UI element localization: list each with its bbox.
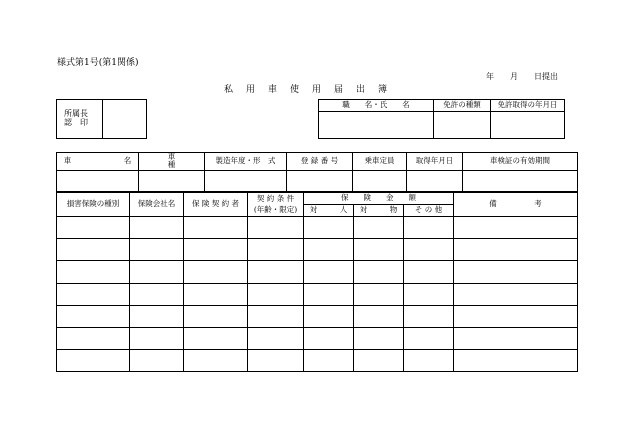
contract-conditions-field[interactable] <box>248 349 304 371</box>
damage-type-field[interactable] <box>57 349 130 371</box>
document-title: 私用車使用届出簿 <box>224 85 401 95</box>
approval-box <box>56 99 147 139</box>
contractor-field[interactable] <box>184 349 248 371</box>
table-row <box>57 239 578 261</box>
contractor-field[interactable] <box>184 327 248 349</box>
header-damage-type: 損害保険の種別 <box>57 193 130 217</box>
header-capacity: 乗車定員 <box>353 153 407 171</box>
contractor-field[interactable] <box>184 283 248 305</box>
header-insurance-company: 保険会社名 <box>130 193 184 217</box>
table-row <box>57 217 578 239</box>
insurance-company-field[interactable] <box>130 217 184 239</box>
contractor-field[interactable] <box>184 261 248 283</box>
table-row <box>57 283 578 305</box>
vehicle-type-field[interactable] <box>139 170 205 192</box>
insurance-company-field[interactable] <box>130 283 184 305</box>
insurance-rows <box>57 217 578 372</box>
insurance-company-field[interactable] <box>130 327 184 349</box>
contract-conditions-field[interactable] <box>248 327 304 349</box>
amount-person-field[interactable] <box>304 305 354 327</box>
amount-person-field[interactable] <box>304 239 354 261</box>
header-registration-number: 登 録 番 号 <box>287 153 353 171</box>
vehicle-table <box>56 152 578 192</box>
amount-other-field[interactable] <box>404 261 454 283</box>
table-row <box>57 305 578 327</box>
contractor-field[interactable] <box>184 217 248 239</box>
amount-property-field[interactable] <box>354 305 404 327</box>
table-row <box>57 327 578 349</box>
table-row <box>57 261 578 283</box>
header-contract-conditions: 契 約 条 件 <box>248 193 304 205</box>
license-date-field[interactable] <box>491 112 565 139</box>
header-license-type: 免許の種類 <box>434 100 491 112</box>
capacity-field[interactable] <box>353 170 407 192</box>
approval-label: 所属長 認 印 <box>57 100 103 139</box>
contractor-field[interactable] <box>184 239 248 261</box>
registration-number-field[interactable] <box>287 170 353 192</box>
amount-property-field[interactable] <box>354 239 404 261</box>
damage-type-field[interactable] <box>57 283 130 305</box>
amount-property-field[interactable] <box>354 217 404 239</box>
damage-type-field[interactable] <box>57 217 130 239</box>
remarks-field[interactable] <box>454 239 578 261</box>
header-title-name: 職 名・氏 名 <box>319 100 434 112</box>
license-table <box>318 99 565 139</box>
remarks-field[interactable] <box>454 283 578 305</box>
insurance-company-field[interactable] <box>130 239 184 261</box>
amount-person-field[interactable] <box>304 261 354 283</box>
table-row <box>57 349 578 371</box>
model-year-field[interactable] <box>205 170 287 192</box>
remarks-field[interactable] <box>454 349 578 371</box>
header-acquisition-date: 取得年月日 <box>407 153 463 171</box>
amount-other-field[interactable] <box>404 327 454 349</box>
header-contract-conditions-sub: (年齢・限定) <box>248 205 304 217</box>
acquisition-date-field[interactable] <box>407 170 463 192</box>
damage-type-field[interactable] <box>57 261 130 283</box>
amount-property-field[interactable] <box>354 349 404 371</box>
amount-person-field[interactable] <box>304 349 354 371</box>
header-amount-other: そ の 他 <box>404 205 454 217</box>
header-vehicle-name: 車 名 <box>57 153 139 171</box>
header-inspection-period: 車検証の有効期間 <box>463 153 578 171</box>
vehicle-name-field[interactable] <box>57 170 139 192</box>
header-insurance-amount: 保 険 金 額 <box>304 193 454 205</box>
remarks-field[interactable] <box>454 305 578 327</box>
title-name-field[interactable] <box>319 112 434 139</box>
amount-person-field[interactable] <box>304 217 354 239</box>
license-type-field[interactable] <box>434 112 491 139</box>
damage-type-field[interactable] <box>57 239 130 261</box>
contract-conditions-field[interactable] <box>248 217 304 239</box>
insurance-table <box>56 192 578 372</box>
submission-date-line: 年 月 日提出 <box>486 72 558 81</box>
header-remarks: 備 考 <box>454 193 578 217</box>
amount-other-field[interactable] <box>404 217 454 239</box>
amount-other-field[interactable] <box>404 239 454 261</box>
amount-property-field[interactable] <box>354 261 404 283</box>
contractor-field[interactable] <box>184 305 248 327</box>
remarks-field[interactable] <box>454 261 578 283</box>
amount-person-field[interactable] <box>304 327 354 349</box>
remarks-field[interactable] <box>454 327 578 349</box>
amount-person-field[interactable] <box>304 283 354 305</box>
header-amount-property: 対 物 <box>354 205 404 217</box>
remarks-field[interactable] <box>454 217 578 239</box>
amount-property-field[interactable] <box>354 283 404 305</box>
header-model-year: 製造年度・形 式 <box>205 153 287 171</box>
contract-conditions-field[interactable] <box>248 305 304 327</box>
insurance-company-field[interactable] <box>130 305 184 327</box>
amount-other-field[interactable] <box>404 305 454 327</box>
amount-other-field[interactable] <box>404 349 454 371</box>
amount-other-field[interactable] <box>404 283 454 305</box>
form-number: 様式第1号(第1関係) <box>57 58 139 68</box>
contract-conditions-field[interactable] <box>248 261 304 283</box>
damage-type-field[interactable] <box>57 327 130 349</box>
header-vehicle-type: 車 種 <box>139 153 205 171</box>
damage-type-field[interactable] <box>57 305 130 327</box>
insurance-company-field[interactable] <box>130 349 184 371</box>
amount-property-field[interactable] <box>354 327 404 349</box>
header-license-date: 免許取得の年月日 <box>491 100 565 112</box>
header-amount-person: 対 人 <box>304 205 354 217</box>
insurance-company-field[interactable] <box>130 261 184 283</box>
approval-stamp-field[interactable] <box>103 100 147 139</box>
contract-conditions-field[interactable] <box>248 239 304 261</box>
contract-conditions-field[interactable] <box>248 283 304 305</box>
inspection-period-field[interactable] <box>463 170 578 192</box>
header-contractor: 保 険 契 約 者 <box>184 193 248 217</box>
